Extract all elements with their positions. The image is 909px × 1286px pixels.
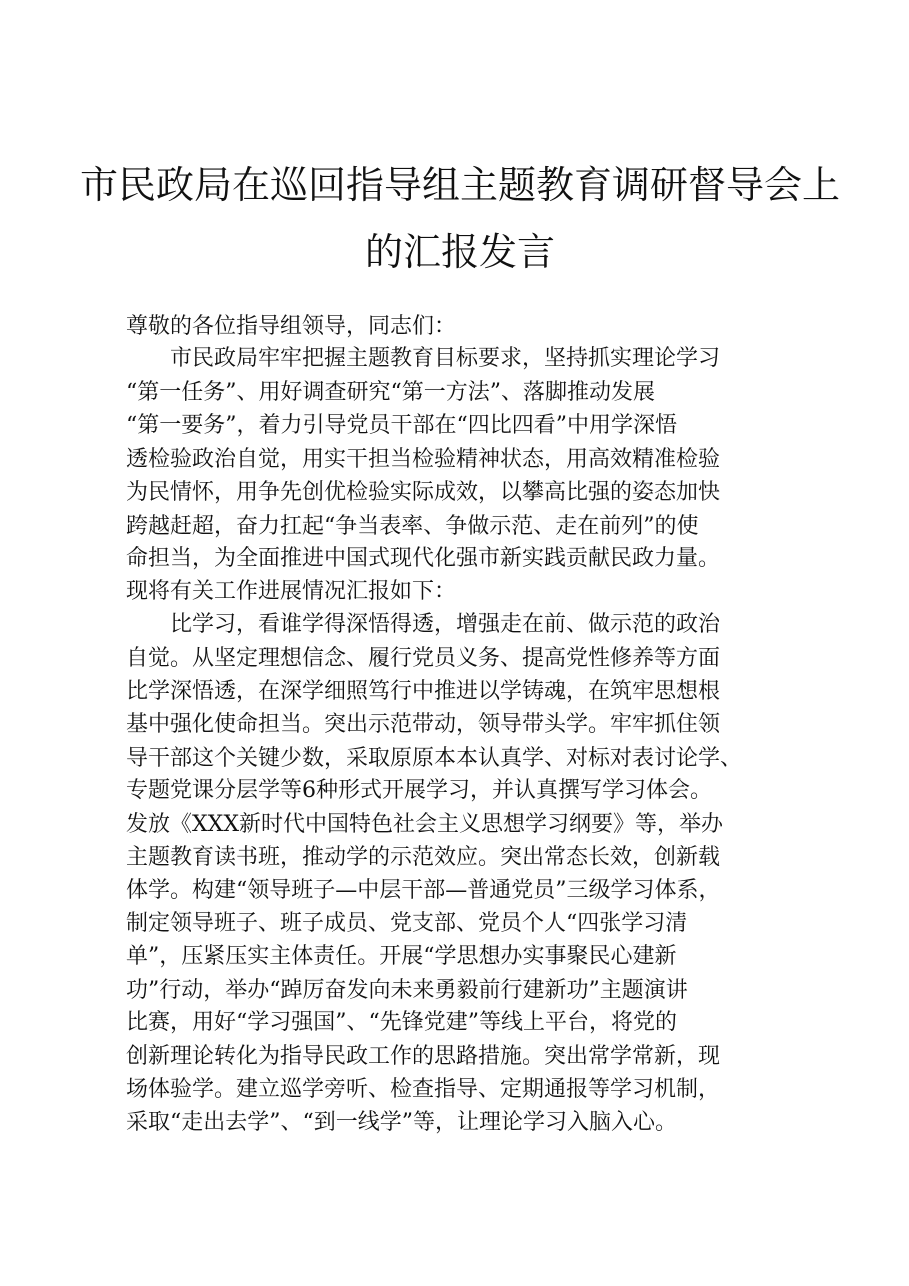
paragraph-line: 主题教育读书班，推动学的示范效应。突出常态长效，创新载 <box>126 845 721 870</box>
paragraph-line: 比赛，用好“学习强国”、“先锋党建”等线上平台，将党的 <box>126 1010 677 1035</box>
paragraph-line: 透检验政治自觉，用实干担当检验精神状态，用高效精准检验 <box>126 447 721 472</box>
salutation: 尊敬的各位指导组领导，同志们： <box>126 314 457 339</box>
paragraph-line: 专题党课分层学等6种形式开展学习，并认真撰写学习体会。 <box>126 778 712 803</box>
paragraph-line: 现将有关工作进展情况汇报如下： <box>126 579 457 604</box>
paragraph-line: 发放《XXX新时代中国特色社会主义思想学习纲要》等，举办 <box>126 812 723 837</box>
paragraph-line: 导干部这个关键少数，采取原原本本认真学、对标对表讨论学、 <box>126 746 743 771</box>
paragraph-line: 单”，压紧压实主体责任。开展“学思想办实事聚民心建新 <box>126 944 677 969</box>
paragraph-line: 比学习，看谁学得深悟得透，增强走在前、做示范的政治 <box>170 612 721 637</box>
paragraph-line: 自觉。从坚定理想信念、履行党员义务、提高党性修养等方面 <box>126 646 721 671</box>
paragraph-line: “第一任务”、用好调查研究“第一方法”、落脚推动发展 <box>126 380 655 405</box>
paragraph-line: 创新理论转化为指导民政工作的思路措施。突出常学常新，现 <box>126 1044 721 1069</box>
paragraph-line: “第一要务”，着力引导党员干部在“四比四看”中用学深悟 <box>126 413 677 438</box>
paragraph-line: 体学。构建“领导班子—中层干部—普通党员”三级学习体系， <box>126 878 721 903</box>
paragraph-line: 为民情怀，用争先创优检验实际成效，以攀高比强的姿态加快 <box>126 480 721 505</box>
paragraph-line: 命担当，为全面推进中国式现代化强市新实践贡献民政力量。 <box>126 546 721 571</box>
paragraph-line: 采取“走出去学”、“到一线学”等，让理论学习入脑入心。 <box>126 1110 677 1135</box>
paragraph-line: 制定领导班子、班子成员、党支部、党员个人“四张学习清 <box>126 911 688 936</box>
paragraph-line: 基中强化使命担当。突出示范带动，领导带头学。牢牢抓住领 <box>126 712 721 737</box>
paragraph-line: 场体验学。建立巡学旁听、检查指导、定期通报等学习机制， <box>126 1077 721 1102</box>
paragraph-line: 比学深悟透，在深学细照笃行中推进以学铸魂，在筑牢思想根 <box>126 679 721 704</box>
document-title-line-2: 的汇报发言 <box>364 230 555 274</box>
paragraph-line: 市民政局牢牢把握主题教育目标要求，坚持抓实理论学习 <box>170 346 721 371</box>
paragraph-line: 跨越赶超，奋力扛起“争当表率、争做示范、走在前列”的使 <box>126 514 699 539</box>
paragraph-line: 功”行动，举办“踔厉奋发向未来勇毅前行建新功”主题演讲 <box>126 978 688 1003</box>
document-title-line-1: 市民政局在巡回指导组主题教育调研督导会上 <box>80 163 841 207</box>
